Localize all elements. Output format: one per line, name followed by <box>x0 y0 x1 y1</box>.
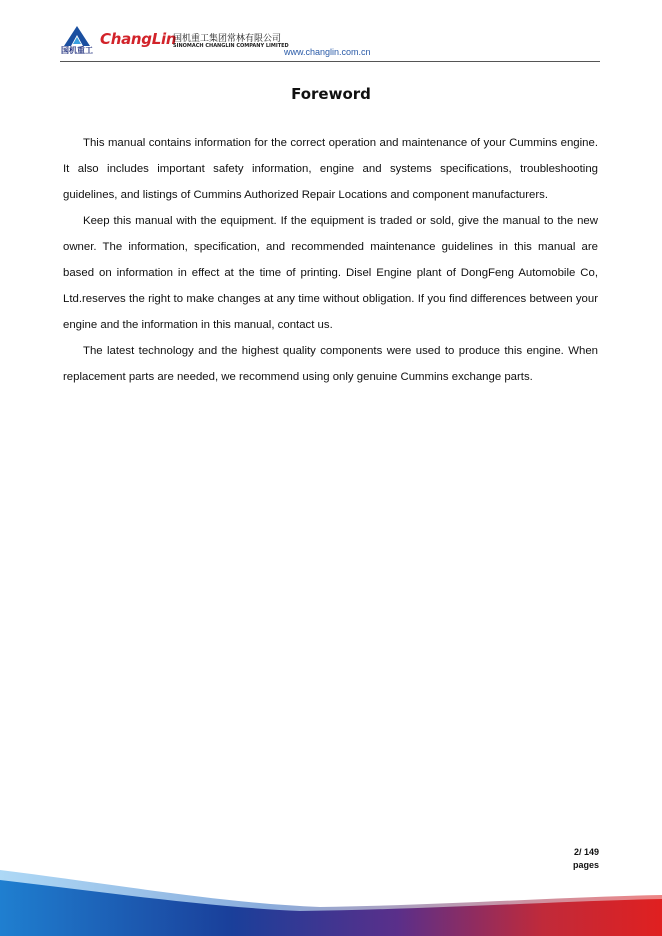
header-divider <box>60 61 600 62</box>
logo-caption: 国机重工 <box>61 46 93 55</box>
page-header <box>0 0 662 64</box>
paragraph-3: The latest technology and the highest quality components were used to produce this engine. When replacement parts are needed, we recommend using only genuine Cummins exchange parts. <box>63 345 598 383</box>
page-number-value: 2/ 149 <box>573 847 599 857</box>
website-link[interactable]: www.changlin.com.cn <box>284 47 371 57</box>
changlin-brand-logo: ChangLin <box>100 30 177 48</box>
sinomach-logo-icon <box>64 26 90 46</box>
company-name-english: SINOMACH CHANGLIN COMPANY LIMITED <box>173 43 289 49</box>
page-title: Foreword <box>291 85 371 103</box>
paragraph-2: Keep this manual with the equipment. If the equipment is traded or sold, give the manual to the new owner. The information, specification, and recommended maintenance guidelines in this manual are based on information in effect at the time of printing. Disel Engine plant of DongFeng Automobile Co, Ltd.reserves the right to make changes at any time without obligation. If you find differences between your engine and the information in this manual, contact us. <box>63 215 598 331</box>
foreword-body <box>63 130 598 390</box>
company-name-chinese: 国机重工集团常林有限公司 <box>173 34 282 44</box>
page-number-unit: pages <box>572 860 599 870</box>
paragraph-1: This manual contains information for the correct operation and maintenance of your Cummins engine. It also includes important safety information, engine and systems specifications, troubleshooting guidelines, and listings of Cummins Authorized Repair Locations and component manufacturers. <box>63 137 598 201</box>
footer-decorative-band <box>0 855 662 936</box>
